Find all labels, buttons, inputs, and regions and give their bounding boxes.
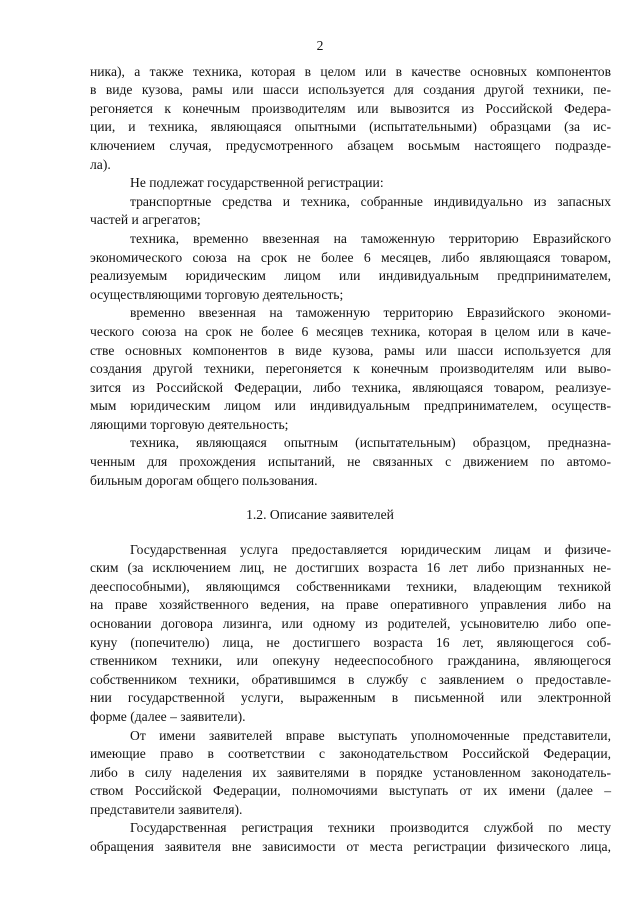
text-line: ским (за исключением лиц, не достигших возраста 16 лет либо признанных не- xyxy=(90,560,611,576)
text-line: временно ввезенная на таможенную территорию Евразийского экономи- xyxy=(130,305,611,321)
text-line: имеющие право в соответствии с законодательством Российской Федерации, xyxy=(90,746,611,762)
text-line: Государственная услуга предоставляется юридическим лицам и физиче- xyxy=(130,541,611,557)
text-line: куну (попечителю) лица, не достигшего возраста 16 лет, являющегося соб- xyxy=(90,634,611,650)
text-line: техника, временно ввезенная на таможенную территорию Евразийского xyxy=(130,230,611,246)
text-line: дееспособными), являющимся собственниками техники, владеющим техникой xyxy=(90,578,611,594)
text-line: ника), а также техника, которая в целом или в качестве основных компонентов xyxy=(90,63,611,79)
text-line: экономического союза на срок не более 6 месяцев, либо являющаяся товаром, xyxy=(90,249,611,265)
text-line: ственником техники, или опекуну недееспособного гражданина, являющегося xyxy=(90,653,611,669)
text-line: Государственная регистрация техники производится службой по месту xyxy=(130,820,611,836)
text-line: основании договора лизинга, или одному из родителей, усыновителю либо опе- xyxy=(90,616,611,631)
text-line: форме (далее – заявители). xyxy=(90,708,246,724)
text-line: ством Российской Федерации, полномочиями выступать от их имени (далее – xyxy=(90,783,611,799)
text-line: собственником техники, обратившимся в службу с заявлением о предоставле- xyxy=(90,671,611,687)
text-line: частей и агрегатов; xyxy=(90,212,201,228)
section-heading: 1.2. Описание заявителей xyxy=(246,507,394,523)
text-line: ческого союза на срок не более 6 месяцев техника, которая в целом или в каче- xyxy=(90,323,611,339)
text-line: представители заявителя). xyxy=(90,801,243,817)
text-line: ла). xyxy=(90,156,111,172)
text-line: осуществляющими торговую деятельность; xyxy=(90,286,344,302)
text-line: стве основных компонентов в виде кузова, рамы или шасси используется для xyxy=(90,342,611,358)
text-line: ции, и техника, являющаяся опытными (испытательными) образцами (за ис- xyxy=(90,119,611,135)
text-line: на праве хозяйственного ведения, на праве оперативного управления либо на xyxy=(90,597,611,613)
text-line: либо в силу наделения их заявителями в порядке установленном законодатель- xyxy=(90,764,611,780)
text-line: техника, являющаяся опытным (испытательным) образцом, предназна- xyxy=(130,435,611,451)
text-line: создания другой техники, перегоняется к конечным производителям или выво- xyxy=(90,361,611,377)
text-line: реализуемым юридическим лицом или индивидуальным предпринимателем, xyxy=(90,268,611,284)
text-line: в виде кузова, рамы или шасси используется для создания другой техники, пе- xyxy=(90,82,611,98)
text-line: зится из Российской Федерации, либо техника, являющаяся товаром, реализуе- xyxy=(90,379,611,395)
text-line: обращения заявителя вне зависимости от места регистрации физического лица, xyxy=(90,839,611,854)
text-line: мым юридическим лицом или индивидуальным предпринимателем, осуществ- xyxy=(90,398,611,414)
text-line: От имени заявителей вправе выступать уполномоченные представители, xyxy=(130,727,611,743)
text-line: регоняется к конечным производителям или вывозится из Российской Федера- xyxy=(90,100,611,116)
text-line: ляющими торговую деятельность; xyxy=(90,416,289,432)
text-line: нии государственной услуги, выраженным в письменной или электронной xyxy=(90,690,611,706)
text-line: бильным дорогам общего пользования. xyxy=(90,472,318,488)
page-number: 2 xyxy=(316,38,324,53)
not-subject-heading: Не подлежат государственной регистрации: xyxy=(130,175,384,191)
text-line: ключением случая, предусмотренного абзацем восьмым настоящего подразде- xyxy=(90,138,611,153)
text-line: ченным для прохождения испытаний, не связанных с движением по автомо- xyxy=(90,454,611,469)
text-line: транспортные средства и техника, собранные индивидуально из запасных xyxy=(130,193,611,209)
